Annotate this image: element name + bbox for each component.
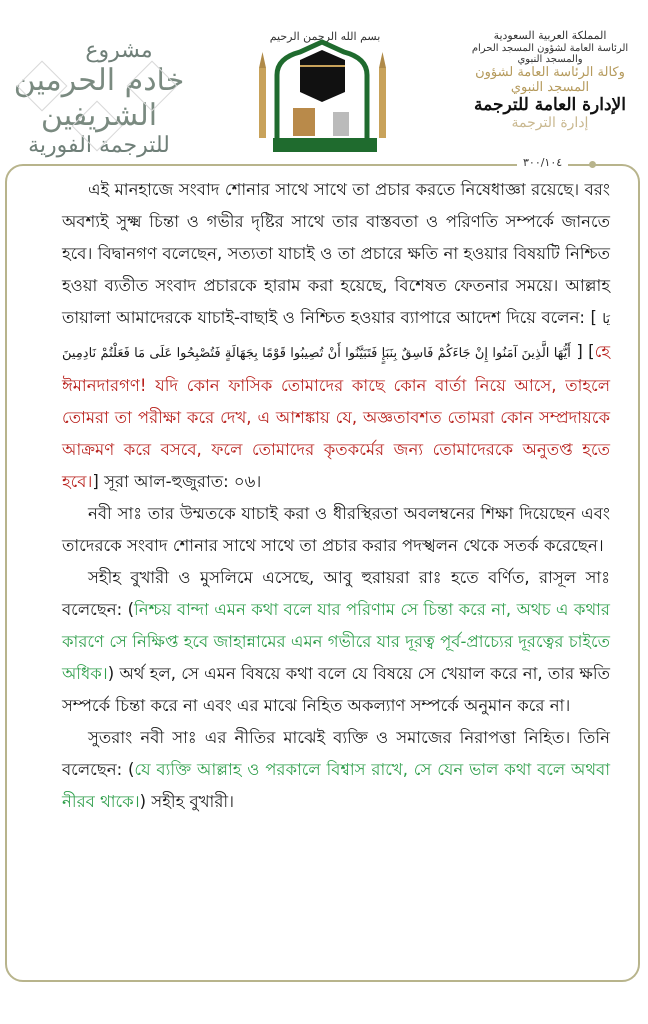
hadith-text: নিশ্চয় বান্দা এমন কথা বলে যার পরিণাম সে চিন্তা করে না, অথচ এ কথার কারণে সে নিক্ষিপ্ত হবে জাহান্নামের এমন গভীরে যার দূরত্ব পূর্ব-প্রাচ্যের দূরত্বের চাইতে অধিক। bbox=[62, 600, 610, 683]
paragraph: এই মানহাজে সংবাদ শোনার সাথে সাথে তা প্রচার করতে নিষেধাজ্ঞা রয়েছে। বরং অবশ্যই সুক্ষ্ম চিন্তা ও গভীর দৃষ্টির সাথে তার বাস্তবতা ও পরিণতি সম্পর্কে জানতে হবে। বিদ্বানগণ বলেছেন, সত্যতা যাচাই ও তা প্রচারে ক্ষতি না হওয়ার বিষয়টি নিশ্চিত হওয়া ব্যতীত সংবাদ প্রচারকে হারাম করা হয়েছে, বিশেষত ফেতনার সময়ে। আল্লাহ তায়ালা আমাদেরকে যাচাই-বাছাই ও নিশ্চিত হওয়ার ব্যাপারে আদেশ দিয়ে বলেন: [ يَا أَيُّهَا الَّذِينَ آمَنُوا إِنْ جَاءَكُمْ فَاسِقٌ بِنَبَإٍ فَتَبَيَّنُوا أَنْ تُصِيبُوا قَوْمًا بِجَهَالَةٍ فَتُصْبِحُوا عَلَى مَا فَعَلْتُمْ نَادِمِينَ ] [হে ঈমানদারগণ! যদি কোন ফাসিক তোমাদের কাছে কোন বার্তা নিয়ে আসে, তাহলে তোমরা তা পরীক্ষা করে দেখ, এ আশঙ্কায় যে, অজ্ঞতাবশত তোমরা কোন সম্প্রদায়কে আক্রমণ করে বসবে, ফলে তোমাদের কৃতকর্মের জন্য তোমাদেরকে অনুতপ্ত হতে হবে।] সূরা আল-হুজুরাত: ০৬। bbox=[62, 180, 610, 491]
haramain-presidency-logo: بسم الله الرحمن الرحيم bbox=[255, 30, 395, 155]
kaaba-emblem-icon bbox=[255, 30, 395, 155]
document-body bbox=[62, 174, 610, 818]
letterhead bbox=[0, 0, 648, 165]
reference-number: ٣٠٠/١٠٤ bbox=[517, 156, 568, 169]
khadim-al-haramain-project-logo: مشروع خادم الحرمين الشريفين للترجمة الفورية bbox=[13, 38, 185, 158]
paragraph: সুতরাং নবী সাঃ এর নীতির মাঝেই ব্যক্তি ও সমাজের নিরাপত্তা নিহিত। তিনি বলেছেন: (যে ব্যক্তি আল্লাহ ও পরকালে বিশ্বাস রাখে, সে যেন ভাল কথা বলে অথবা নীরব থাকে।) সহীহ বুখারী। bbox=[62, 728, 610, 811]
paragraph: নবী সাঃ তার উম্মতকে যাচাই করা ও ধীরস্থিরতা অবলম্বনের শিক্ষা দিয়েছেন এবং তাদেরকে সংবাদ শোনার সাথে সাথে তা প্রচার করার পদস্খলন থেকে সতর্ক করেছেন। bbox=[62, 504, 610, 555]
quran-translation: হে ঈমানদারগণ! যদি কোন ফাসিক তোমাদের কাছে কোন বার্তা নিয়ে আসে, তাহলে তোমরা তা পরীক্ষা করে দেখ, এ আশঙ্কায় যে, অজ্ঞতাবশত তোমরা কোন সম্প্রদায়কে আক্রমণ করে বসবে, ফলে তোমাদের কৃতকর্মের জন্য তোমাদেরকে অনুতপ্ত হতে হবে। bbox=[62, 342, 610, 491]
translation-directorate-logo: المملكة العربية السعودية الرئاسة العامة لشؤون المسجد الحرام والمسجد النبوي وكالة الرئاسة العامة لشؤون المسجد النبوي الإدارة العامة للترجمة إدارة الترجمة bbox=[471, 29, 629, 132]
frame-ornament-dot bbox=[589, 161, 596, 168]
quran-verse-arabic: يَا أَيُّهَا الَّذِينَ آمَنُوا إِنْ جَاءَكُمْ فَاسِقٌ بِنَبَإٍ فَتَبَيَّنُوا أَنْ تُصِيبُوا قَوْمًا بِجَهَالَةٍ فَتُصْبِحُوا عَلَى مَا فَعَلْتُمْ نَادِمِينَ bbox=[62, 312, 610, 361]
paragraph: সহীহ বুখারী ও মুসলিমে এসেছে, আবু হুরায়রা রাঃ হতে বর্ণিত, রাসূল সাঃ বলেছেন: (নিশ্চয় বান্দা এমন কথা বলে যার পরিণাম সে চিন্তা করে না, অথচ এ কথার কারণে সে নিক্ষিপ্ত হবে জাহান্নামের এমন গভীরে যার দূরত্ব পূর্ব-প্রাচ্যের দূরত্বের চাইতে অধিক।) অর্থ হল, সে এমন বিষয়ে কথা বলে যে বিষয়ে সে খেয়াল করে না, তার ক্ষতি সম্পর্কে চিন্তা করে না এবং এর মাঝে নিহিত অকল্যাণ সম্পর্কে অনুমান করে না। bbox=[62, 568, 610, 715]
hadith-text: যে ব্যক্তি আল্লাহ ও পরকালে বিশ্বাস রাখে, সে যেন ভাল কথা বলে অথবা নীরব থাকে। bbox=[62, 760, 610, 811]
